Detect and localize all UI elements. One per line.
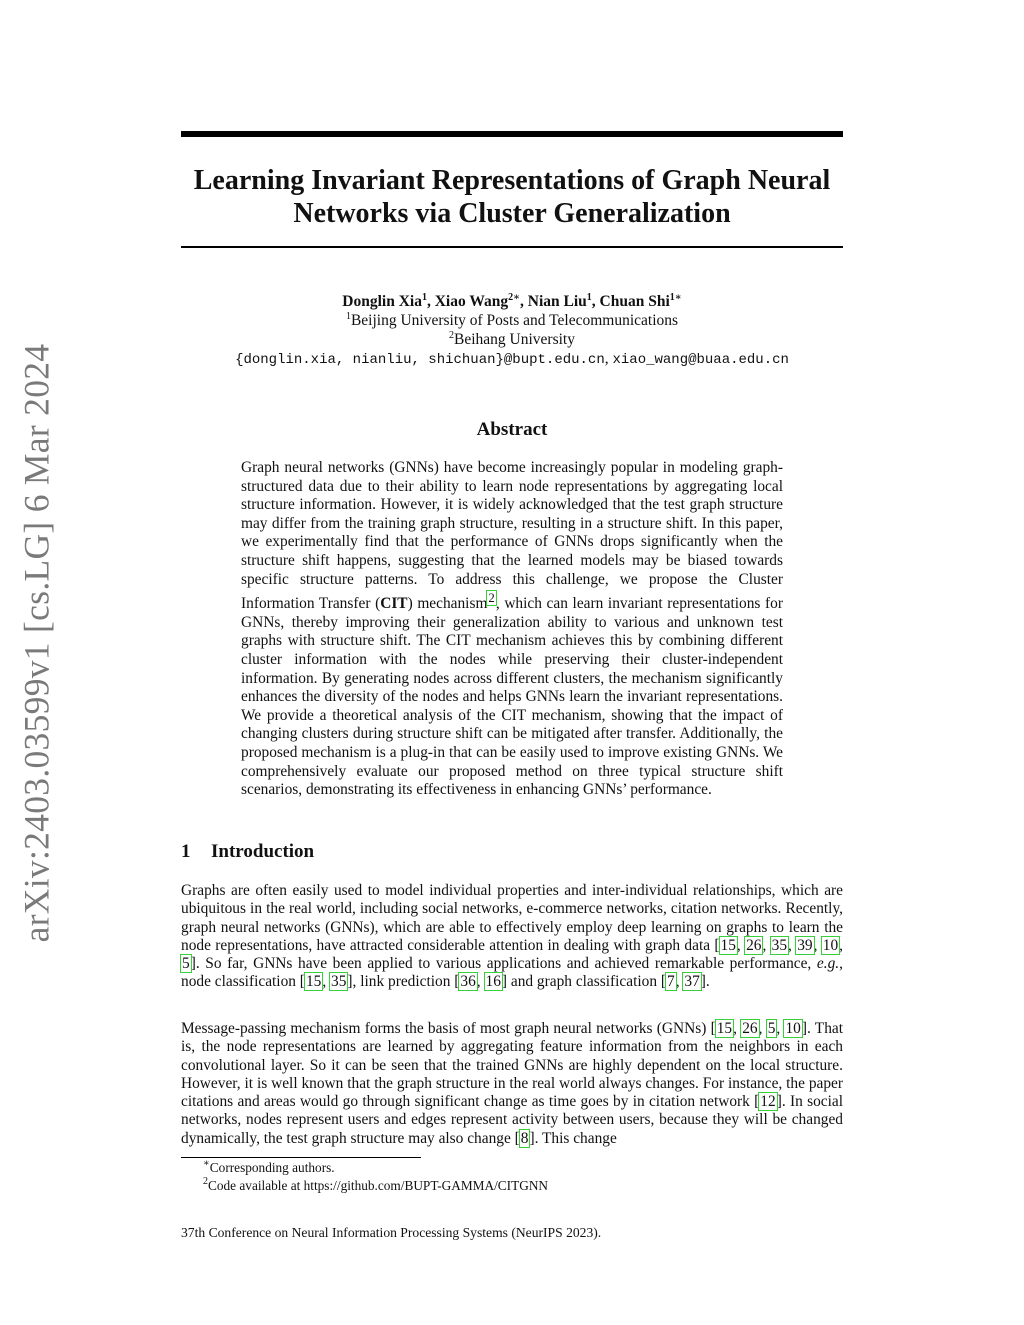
citation-link[interactable]: 35: [331, 973, 347, 991]
footnote-rule: [181, 1157, 421, 1158]
citation-link[interactable]: 8: [520, 1129, 529, 1147]
author-name: Donglin Xia: [342, 293, 422, 310]
footnote-1: ∗Corresponding authors.: [203, 1158, 335, 1175]
author-name: Nian Liu: [527, 293, 587, 310]
section-heading: [181, 841, 314, 863]
email-group: {donglin.xia, nianliu, shichuan}@bupt.edu.cn: [235, 352, 605, 368]
intro-paragraph-1: Graphs are often easily used to model individual properties and inter-individual relationships, which are ubiquitous in the real world, including social networks, e-commerce networks, citation networks. Recently, graph neural networks (GNNs), which are able to effectively employ deep learning on graphs to learn the node representations, have attracted considerable attention in dealing with graph data [15, 26, 35, 39, 10, 5]. So far, GNNs have been applied to various applications and achieved remarkable performance, e.g., node classification [15, 35], link prediction [36, 16] and graph classification [7, 37].: [181, 882, 843, 991]
section-number: 1: [181, 841, 191, 862]
title-line-1: Learning Invariant Representations of Graph Neural: [193, 165, 831, 196]
citation-link[interactable]: 37: [684, 973, 700, 991]
affiliation-mark: 1: [421, 292, 427, 303]
title-line-2: Networks via Cluster Generalization: [293, 198, 731, 229]
citation-link[interactable]: 15: [305, 973, 322, 991]
citation-link[interactable]: 39: [797, 936, 813, 954]
venue-note: 37th Conference on Neural Information Processing Systems (NeurIPS 2023).: [181, 1225, 602, 1240]
footnote-link[interactable]: 2: [488, 591, 495, 606]
affiliation-2: $^2$Beihang University: [449, 330, 575, 348]
author-names: Donglin Xia$^1$, Xiao Wang$^{2∗}$, Nian Liu$^1$, Chuan Shi$^{1∗}$: [342, 292, 682, 310]
title-bottom-rule: [181, 246, 843, 248]
affiliation-mark: 1: [586, 292, 592, 303]
citation-link[interactable]: 15: [716, 1020, 733, 1037]
citation-link[interactable]: 26: [742, 1020, 758, 1037]
affiliation-1: $^1$Beijing University of Posts and Telecommunications: [345, 311, 679, 329]
author-emails: {donglin.xia, nianliu, shichuan}@bupt.edu.cn, xiao_wang@buaa.edu.cn: [235, 350, 789, 368]
affiliation-mark: 2∗: [508, 292, 521, 303]
citation-link[interactable]: 35: [771, 936, 788, 954]
author-name: Chuan Shi: [599, 293, 670, 310]
arxiv-identifier: [12, 343, 60, 943]
abstract-text: Graph neural networks (GNNs) have become increasingly popular in modeling graph-structured data due to their ability to learn node representations by aggregating local structure information. However, it is widely acknowledged that the test graph structure may differ from the training graph structure, resulting in a structure shift. In this paper, we experimentally find that the performance of GNNs drops significantly when the structure shift happens, suggesting that the learned models may be biased towards specific structure patterns. To address this challenge, we propose the Cluster Information Transfer (CIT) mechanism$^2$, which can learn invariant representations for GNNs, thereby improving their generalization ability to various and unknown test graphs with structure shift. The CIT mechanism achieves this by combining different cluster information with the nodes while preserving their cluster-independent information. By generating nodes across different clusters, the mechanism significantly enhances the diversity of the nodes and helps GNNs learn the invariant representations. We provide a theoretical analysis of the CIT mechanism, showing that the impact of changing clusters during structure shift can be mitigated after transfer. Additionally, the proposed mechanism is a plug-in that can be easily used to improve existing GNNs. We comprehensively evaluate our proposed method on three typical structure shift scenarios, demonstrating its effectiveness in enhancing GNNs’ performance.: [241, 459, 783, 799]
intro-paragraph-2: Message-passing mechanism forms the basis of most graph neural networks (GNNs) [15, 26, 5, 10]. That is, the node representations are learned by aggregating feature information from the neighbors in each convolutional layer. So it can be seen that the trained GNNs are highly dependent on the local structure. However, it is well known that the graph structure in the real world always changes. For instance, the paper citations and areas would go through significant change as time goes by in citation network [12]. In social networks, nodes represent users and edges represent activity between users, because they will be changed dynamically, the test graph structure may also change [8]. This change: [181, 1020, 844, 1147]
citation-link[interactable]: 12: [760, 1093, 776, 1111]
citation-link[interactable]: 36: [460, 973, 476, 991]
citation-link[interactable]: 10: [822, 936, 839, 954]
author-name: Xiao Wang: [434, 293, 509, 310]
citation-link[interactable]: 15: [720, 936, 736, 954]
email-address: xiao_wang@buaa.edu.cn: [612, 352, 789, 368]
section-title: Introduction: [211, 841, 315, 862]
citation-link[interactable]: 10: [785, 1020, 801, 1037]
abstract-heading: Abstract: [476, 419, 548, 440]
author-block: [150, 292, 874, 370]
title-top-rule: [181, 131, 843, 137]
cit-acronym: CIT: [380, 595, 408, 613]
citation-link[interactable]: 16: [485, 973, 501, 991]
citation-link[interactable]: 7: [667, 973, 675, 991]
citation-link[interactable]: 5: [767, 1020, 776, 1037]
footnote-2: $^2$Code available at https://github.com/BUPT-GAMMA/CITGNN: [203, 1176, 549, 1193]
arxiv-identifier-text: arXiv:2403.03599v1 [cs.LG] 6 Mar 2024: [16, 343, 57, 943]
affiliation-mark: 1∗: [669, 292, 682, 303]
citation-link[interactable]: 5: [182, 955, 190, 973]
citation-link[interactable]: 26: [746, 936, 762, 954]
paper-title: [150, 164, 874, 230]
